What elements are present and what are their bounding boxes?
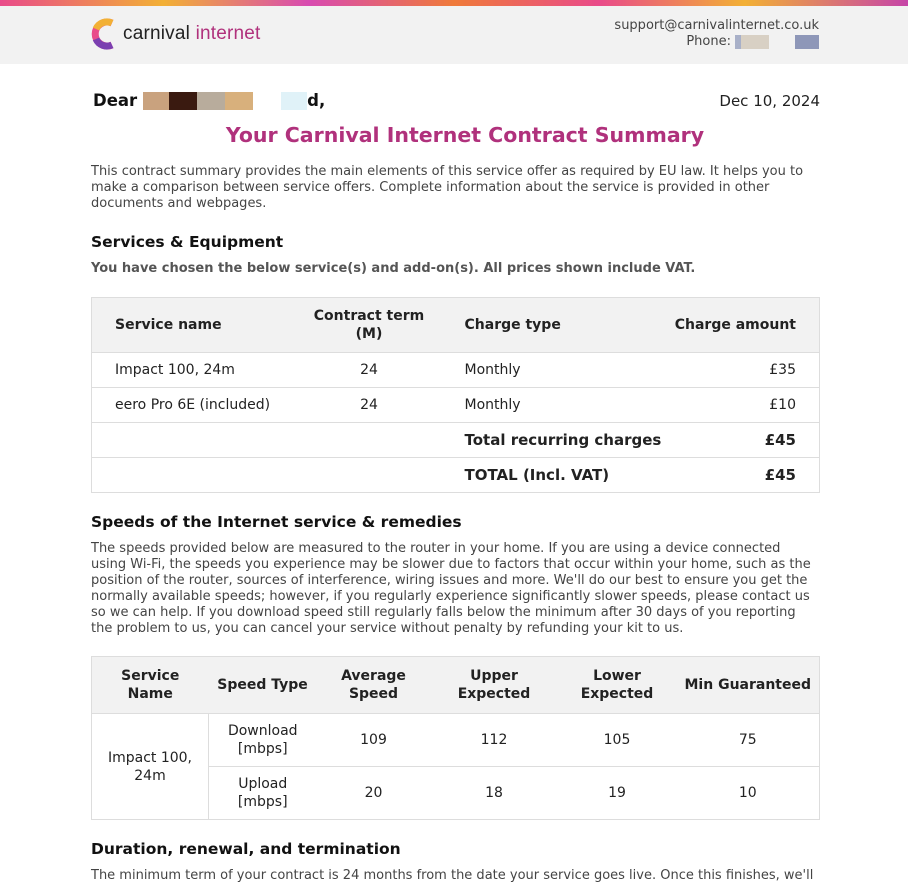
header-lower-expected: Lower Expected — [558, 657, 677, 714]
speed-type-cell: Download [mbps] — [209, 714, 317, 767]
letter-date: Dec 10, 2024 — [719, 92, 820, 110]
charge-amount-cell: £35 — [674, 353, 820, 388]
min-guaranteed-cell: 75 — [677, 714, 820, 767]
min-guaranteed-cell: 10 — [677, 767, 820, 820]
header-upper-expected: Upper Expected — [431, 657, 558, 714]
charge-type-cell: Monthly — [451, 388, 674, 423]
services-header-row — [92, 298, 820, 353]
recurring-total-row — [92, 423, 820, 458]
header-service-name: Service Name — [92, 657, 209, 714]
average-speed-cell: 109 — [317, 714, 431, 767]
contact-info — [614, 18, 819, 50]
duration-paragraph: The minimum term of your contract is 24 months from the date your service goes live. Once this finishes, we'll — [91, 868, 814, 883]
carnival-logo-icon — [91, 17, 117, 51]
duration-heading: Duration, renewal, and termination — [91, 840, 401, 858]
upper-expected-cell: 18 — [431, 767, 558, 820]
grand-total-amount: £45 — [674, 458, 820, 493]
support-email[interactable]: support@carnivalinternet.co.uk — [614, 18, 819, 33]
phone-row — [614, 34, 819, 50]
upper-expected-cell: 112 — [431, 714, 558, 767]
header-average-speed: Average Speed — [317, 657, 431, 714]
intro-paragraph: This contract summary provides the main elements of this service offer as required by EU law. It helps you to make a comparison between service offers. Complete information about the service is provided in other documents and webpages. — [91, 164, 804, 211]
recurring-total-label: Total recurring charges — [451, 423, 674, 458]
services-table — [91, 297, 820, 493]
header-service-name: Service name — [92, 298, 288, 353]
charge-type-cell: Monthly — [451, 353, 674, 388]
contract-term-cell: 24 — [288, 353, 451, 388]
table-row — [92, 353, 820, 388]
grand-total-label: TOTAL (Incl. VAT) — [451, 458, 674, 493]
services-heading: Services & Equipment — [91, 233, 284, 251]
charge-amount-cell: £10 — [674, 388, 820, 423]
redacted-phone — [735, 35, 769, 49]
header-min-guaranteed: Min Guaranteed — [677, 657, 820, 714]
lower-expected-cell: 105 — [558, 714, 677, 767]
lower-expected-cell: 19 — [558, 767, 677, 820]
speeds-heading: Speeds of the Internet service & remedies — [91, 513, 462, 531]
service-name-cell: eero Pro 6E (included) — [92, 388, 288, 423]
page-header — [0, 6, 908, 64]
redacted-customer-name — [143, 92, 307, 110]
phone-label: Phone: — [686, 34, 731, 49]
brand-logo — [91, 17, 261, 51]
speed-type-cell: Upload [mbps] — [209, 767, 317, 820]
speeds-paragraph: The speeds provided below are measured to the router in your home. If you are using a device connected using Wi-Fi, the speeds you experience may be slower due to factors that occur within your home, such as the position of the router, sources of interference, wiring issues and more. We'll do our best to ensure you get the normally available speeds; however, if you regularly experience significantly slower speeds, please contact us so we can help. If you download speed still regularly falls below the minimum after 30 days of you reporting the problem to us, you can cancel your service without penalty by refunding your kit to us. — [91, 541, 811, 636]
redacted-phone-end — [795, 35, 819, 49]
average-speed-cell: 20 — [317, 767, 431, 820]
recurring-total-amount: £45 — [674, 423, 820, 458]
header-charge-amount: Charge amount — [674, 298, 820, 353]
header-charge-type: Charge type — [451, 298, 674, 353]
header-contract-term: Contract term (M) — [288, 298, 451, 353]
speeds-table — [91, 656, 820, 820]
contract-term-cell: 24 — [288, 388, 451, 423]
speed-service-name-cell: Impact 100, 24m — [92, 714, 209, 820]
header-speed-type: Speed Type — [209, 657, 317, 714]
greeting-row — [93, 91, 820, 111]
table-row — [92, 388, 820, 423]
speeds-header-row — [92, 657, 820, 714]
grand-total-row — [92, 458, 820, 493]
services-note: You have chosen the below service(s) and add-on(s). All prices shown include VAT. — [91, 261, 696, 276]
service-name-cell: Impact 100, 24m — [92, 353, 288, 388]
greeting: Dear d, — [93, 91, 326, 110]
page-title: Your Carnival Internet Contract Summary — [225, 123, 705, 147]
table-row — [92, 714, 820, 767]
brand-name: carnival internet — [123, 23, 261, 44]
